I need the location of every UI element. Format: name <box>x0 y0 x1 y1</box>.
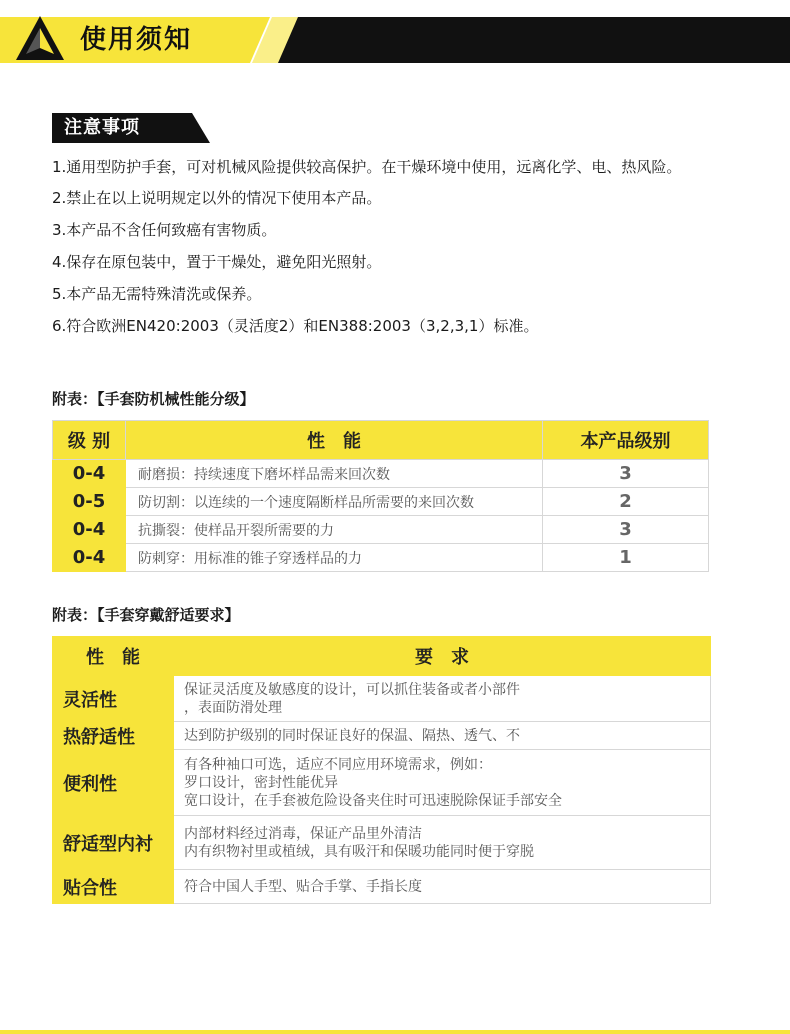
grade-cell: 3 <box>543 516 709 544</box>
notice-list <box>52 152 752 342</box>
column-header: 要 求 <box>174 637 711 676</box>
requirement-line: 罗口设计，密封性能优异 <box>184 774 338 791</box>
triangle-logo-icon <box>14 14 66 66</box>
notice-tag-label: 注意事项 <box>64 117 140 138</box>
notice-tag <box>52 113 212 143</box>
notice-item: 4.保存在原包装中，置于干燥处，避免阳光照射。 <box>52 253 382 271</box>
requirement-line: 达到防护级别的同时保证良好的保温、隔热、透气、不 <box>184 727 520 744</box>
table-row <box>53 488 709 516</box>
performance-cell: 耐磨损：持续速度下磨坏样品需来回次数 <box>126 460 543 488</box>
table-row <box>53 722 711 750</box>
notice-item: 5.本产品无需特殊清洗或保养。 <box>52 285 262 303</box>
grade-cell: 3 <box>543 460 709 488</box>
table-row <box>53 516 709 544</box>
table-row <box>53 544 709 572</box>
requirement-line: 内有织物衬里或植绒，具有吸汗和保暖功能同时便于穿脱 <box>184 843 534 860</box>
requirement-line: ，表面防滑处理 <box>184 699 282 716</box>
property-name-cell: 舒适型内衬 <box>53 816 174 870</box>
table-header-row <box>53 637 711 676</box>
requirement-line: 宽口设计，在手套被危险设备夹住时可迅速脱除保证手部安全 <box>184 792 562 809</box>
footer-stripe <box>0 1030 790 1034</box>
requirement-cell <box>174 816 711 870</box>
level-cell: 0-4 <box>53 544 126 572</box>
level-cell: 0-5 <box>53 488 126 516</box>
comfort-table-caption: 附表：【手套穿戴舒适要求】 <box>52 606 240 624</box>
notice-item: 1.通用型防护手套，可对机械风险提供较高保护。在干燥环境中使用，远离化学、电、热风险。 <box>52 158 682 176</box>
grade-cell: 2 <box>543 488 709 516</box>
property-name-cell: 灵活性 <box>53 676 174 722</box>
mech-table <box>52 420 709 572</box>
notice-item: 6.符合欧洲EN420:2003（灵活度2）和EN388:2003（3,2,3,1）标准。 <box>52 317 539 335</box>
performance-cell: 抗撕裂：使样品开裂所需要的力 <box>126 516 543 544</box>
mech-table-caption: 附表：【手套防机械性能分级】 <box>52 390 255 408</box>
table-row <box>53 870 711 904</box>
table-row <box>53 750 711 816</box>
notice-item: 2.禁止在以上说明规定以外的情况下使用本产品。 <box>52 189 382 207</box>
requirement-cell <box>174 870 711 904</box>
property-name-cell: 热舒适性 <box>53 722 174 750</box>
page-title: 使用须知 <box>80 25 193 55</box>
table-header-row <box>53 421 709 460</box>
performance-cell: 防刺穿：用标准的锥子穿透样品的力 <box>126 544 543 572</box>
level-cell: 0-4 <box>53 516 126 544</box>
requirement-cell <box>174 750 711 816</box>
property-name-cell: 贴合性 <box>53 870 174 904</box>
requirement-cell <box>174 722 711 750</box>
header-bar <box>0 0 790 70</box>
comfort-table <box>52 636 711 904</box>
notice-item: 3.本产品不含任何致癌有害物质。 <box>52 221 277 239</box>
requirement-line: 保证灵活度及敏感度的设计，可以抓住装备或者小部件 <box>184 681 520 698</box>
requirement-line: 符合中国人手型、贴合手掌、手指长度 <box>184 878 422 895</box>
table-row <box>53 816 711 870</box>
requirement-line: 有各种袖口可选，适应不同应用环境需求，例如： <box>184 756 492 773</box>
table-row <box>53 460 709 488</box>
requirement-cell <box>174 676 711 722</box>
performance-cell: 防切割：以连续的一个速度隔断样品所需要的来回次数 <box>126 488 543 516</box>
property-name-cell: 便利性 <box>53 750 174 816</box>
column-header: 性 能 <box>126 421 543 460</box>
level-cell: 0-4 <box>53 460 126 488</box>
table-row <box>53 676 711 722</box>
column-header: 本产品级别 <box>543 421 709 460</box>
column-header: 性 能 <box>53 637 174 676</box>
grade-cell: 1 <box>543 544 709 572</box>
requirement-line: 内部材料经过消毒，保证产品里外清洁 <box>184 825 422 842</box>
column-header: 级 别 <box>53 421 126 460</box>
